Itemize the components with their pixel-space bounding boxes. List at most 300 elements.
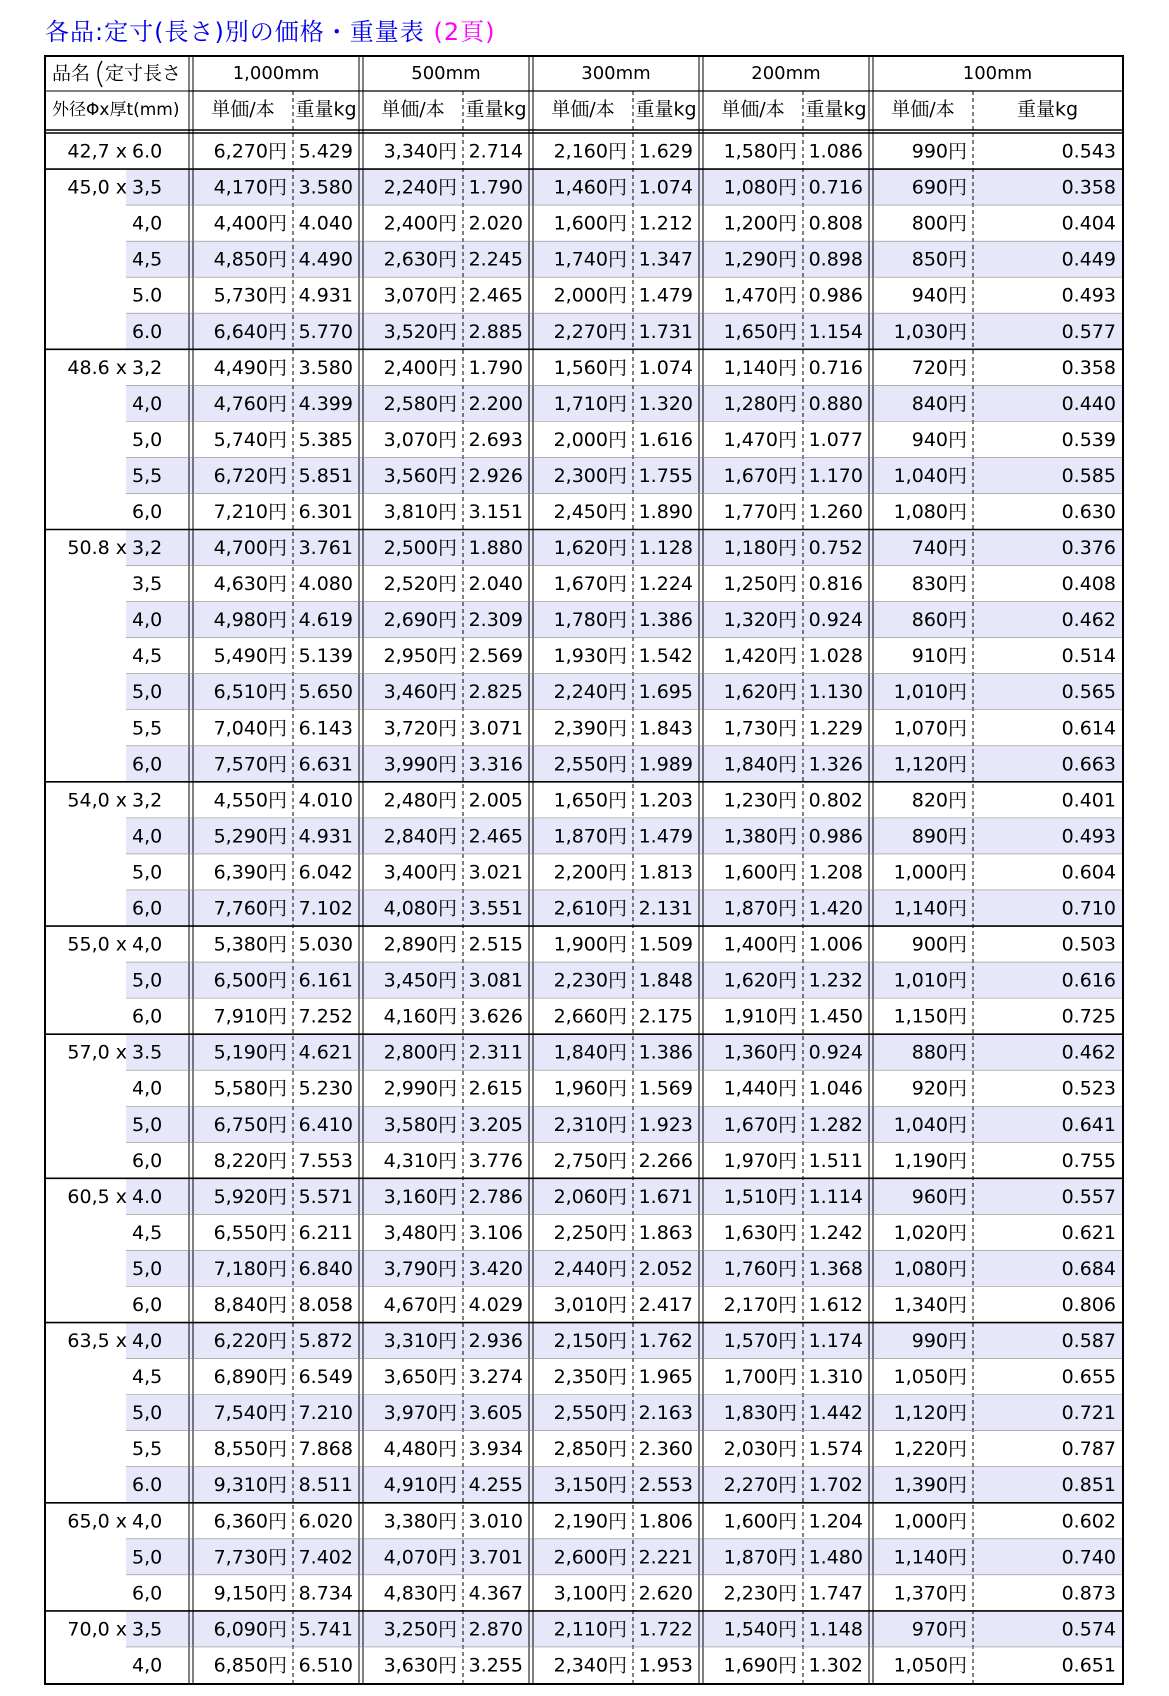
weight-cell: 0.651 (1061, 1654, 1116, 1677)
outer-diameter: 65,0 x (67, 1510, 127, 1533)
price-cell: 5,740円 (213, 428, 287, 451)
weight-cell: 1.310 (808, 1366, 863, 1389)
weight-cell: 1.953 (638, 1654, 693, 1677)
price-cell: 2,300円 (553, 464, 627, 487)
weight-cell: 8.511 (298, 1474, 353, 1497)
price-cell: 6,090円 (213, 1618, 287, 1641)
weight-cell: 0.493 (1061, 284, 1116, 307)
weight-cell: 1.154 (808, 320, 863, 343)
price-cell: 1,670円 (723, 1113, 797, 1136)
weight-cell: 1.203 (638, 789, 693, 812)
header-length-1: 500mm (411, 63, 481, 84)
price-cell: 7,210円 (213, 500, 287, 523)
weight-cell: 1.755 (638, 464, 693, 487)
price-cell: 2,630円 (383, 248, 457, 271)
price-cell: 1,510円 (723, 1185, 797, 1208)
header-size-label: 外径Φx厚t(mm) (52, 100, 180, 120)
weight-cell: 2.309 (468, 609, 523, 632)
weight-cell: 1.212 (638, 212, 693, 235)
thickness: 3,2 (132, 537, 163, 560)
weight-cell: 4.399 (298, 392, 353, 415)
weight-cell: 0.630 (1061, 500, 1116, 523)
weight-cell: 4.029 (468, 1294, 523, 1317)
price-cell: 3,450円 (383, 969, 457, 992)
price-cell: 1,390円 (893, 1474, 967, 1497)
weight-cell: 1.702 (808, 1474, 863, 1497)
weight-cell: 5.770 (298, 320, 353, 343)
price-cell: 3,160円 (383, 1185, 457, 1208)
price-cell: 2,840円 (383, 825, 457, 848)
price-cell: 1,870円 (723, 1546, 797, 1569)
price-cell: 4,160円 (383, 1005, 457, 1028)
weight-cell: 1.368 (808, 1257, 863, 1280)
weight-cell: 6.840 (298, 1257, 353, 1280)
price-cell: 9,310円 (213, 1474, 287, 1497)
weight-cell: 0.716 (808, 176, 863, 199)
price-cell: 6,850円 (213, 1654, 287, 1677)
weight-cell: 6.143 (298, 717, 353, 740)
weight-cell: 0.808 (808, 212, 863, 235)
price-cell: 2,160円 (553, 140, 627, 163)
weight-cell: 1.386 (638, 1041, 693, 1064)
thickness: 4,0 (132, 1077, 163, 1100)
price-cell: 2,030円 (723, 1438, 797, 1461)
weight-cell: 1.074 (638, 356, 693, 379)
weight-cell: 7.402 (298, 1546, 353, 1569)
price-cell: 860円 (911, 609, 967, 632)
weight-cell: 3.934 (468, 1438, 523, 1461)
thickness: 6,0 (132, 1149, 163, 1172)
weight-cell: 0.539 (1061, 428, 1116, 451)
price-cell: 3,400円 (383, 861, 457, 884)
weight-cell: 1.442 (808, 1402, 863, 1425)
price-cell: 1,030円 (893, 320, 967, 343)
thickness: 5,5 (132, 717, 163, 740)
price-cell: 1,040円 (893, 464, 967, 487)
weight-cell: 5.139 (298, 645, 353, 668)
weight-cell: 0.851 (1061, 1474, 1116, 1497)
weight-cell: 1.965 (638, 1366, 693, 1389)
weight-cell: 2.266 (638, 1149, 693, 1172)
thickness: 6.0 (132, 140, 163, 163)
price-cell: 2,110円 (553, 1618, 627, 1641)
price-cell: 2,340円 (553, 1654, 627, 1677)
price-cell: 1,280円 (723, 392, 797, 415)
weight-cell: 1.086 (808, 140, 863, 163)
price-cell: 1,050円 (893, 1654, 967, 1677)
price-cell: 4,850円 (213, 248, 287, 271)
price-cell: 1,150円 (893, 1005, 967, 1028)
weight-cell: 1.174 (808, 1330, 863, 1353)
price-cell: 1,870円 (723, 897, 797, 920)
weight-cell: 5.741 (298, 1618, 353, 1641)
thickness: 6,0 (132, 897, 163, 920)
price-cell: 1,140円 (723, 356, 797, 379)
weight-cell: 4.490 (298, 248, 353, 271)
weight-cell: 0.616 (1061, 969, 1116, 992)
weight-cell: 1.479 (638, 825, 693, 848)
thickness: 4,5 (132, 1366, 163, 1389)
weight-cell: 5.872 (298, 1330, 353, 1353)
price-cell: 1,730円 (723, 717, 797, 740)
price-cell: 8,220円 (213, 1149, 287, 1172)
weight-cell: 6.042 (298, 861, 353, 884)
weight-cell: 0.816 (808, 573, 863, 596)
price-cell: 3,480円 (383, 1221, 457, 1244)
price-cell: 5,920円 (213, 1185, 287, 1208)
price-cell: 2,580円 (383, 392, 457, 415)
price-cell: 1,360円 (723, 1041, 797, 1064)
weight-cell: 3.626 (468, 1005, 523, 1028)
weight-cell: 1.114 (808, 1185, 863, 1208)
weight-cell: 2.515 (468, 933, 523, 956)
price-cell: 1,070円 (893, 717, 967, 740)
price-cell: 2,190円 (553, 1510, 627, 1533)
price-cell: 900円 (911, 933, 967, 956)
weight-cell: 0.462 (1061, 609, 1116, 632)
outer-diameter: 60,5 x (67, 1185, 127, 1208)
header-item-label: 品名 (52, 62, 91, 85)
price-cell: 1,180円 (723, 537, 797, 560)
weight-cell: 7.868 (298, 1438, 353, 1461)
price-cell: 940円 (911, 284, 967, 307)
weight-cell: 1.480 (808, 1546, 863, 1569)
price-cell: 2,550円 (553, 753, 627, 776)
price-cell: 1,540円 (723, 1618, 797, 1641)
price-cell: 1,400円 (723, 933, 797, 956)
price-cell: 7,730円 (213, 1546, 287, 1569)
price-cell: 1,050円 (893, 1366, 967, 1389)
price-cell: 2,240円 (383, 176, 457, 199)
weight-cell: 2.052 (638, 1257, 693, 1280)
weight-cell: 3.776 (468, 1149, 523, 1172)
weight-cell: 0.898 (808, 248, 863, 271)
weight-cell: 2.936 (468, 1330, 523, 1353)
price-cell: 6,270円 (213, 140, 287, 163)
price-cell: 1,700円 (723, 1366, 797, 1389)
weight-cell: 3.151 (468, 500, 523, 523)
weight-cell: 3.701 (468, 1546, 523, 1569)
price-cell: 3,100円 (553, 1582, 627, 1605)
weight-cell: 1.074 (638, 176, 693, 199)
price-cell: 4,980円 (213, 609, 287, 632)
header-weight-label: 重量kg (805, 98, 867, 121)
thickness: 4,0 (132, 392, 163, 415)
weight-cell: 0.577 (1061, 320, 1116, 343)
weight-cell: 1.347 (638, 248, 693, 271)
thickness: 4,0 (132, 825, 163, 848)
price-cell: 3,070円 (383, 284, 457, 307)
price-cell: 1,690円 (723, 1654, 797, 1677)
price-cell: 1,840円 (553, 1041, 627, 1064)
weight-cell: 0.574 (1061, 1618, 1116, 1641)
weight-cell: 1.989 (638, 753, 693, 776)
price-cell: 1,870円 (553, 825, 627, 848)
weight-cell: 0.924 (808, 1041, 863, 1064)
weight-cell: 1.848 (638, 969, 693, 992)
weight-cell: 1.722 (638, 1618, 693, 1641)
weight-cell: 5.571 (298, 1185, 353, 1208)
weight-cell: 4.080 (298, 573, 353, 596)
price-cell: 970円 (911, 1618, 967, 1641)
weight-cell: 5.650 (298, 681, 353, 704)
price-cell: 1,840円 (723, 753, 797, 776)
price-cell: 2,950円 (383, 645, 457, 668)
weight-cell: 0.752 (808, 537, 863, 560)
weight-cell: 0.404 (1061, 212, 1116, 235)
price-cell: 3,790円 (383, 1257, 457, 1280)
price-cell: 1,770円 (723, 500, 797, 523)
weight-cell: 7.252 (298, 1005, 353, 1028)
price-cell: 800円 (911, 212, 967, 235)
thickness: 6,0 (132, 500, 163, 523)
weight-cell: 3.021 (468, 861, 523, 884)
price-cell: 7,570円 (213, 753, 287, 776)
price-cell: 4,630円 (213, 573, 287, 596)
thickness: 6,0 (132, 1005, 163, 1028)
weight-cell: 0.621 (1061, 1221, 1116, 1244)
header-price-label: 単価/本 (891, 98, 955, 121)
weight-cell: 1.509 (638, 933, 693, 956)
thickness: 4,0 (132, 1654, 163, 1677)
weight-cell: 5.230 (298, 1077, 353, 1100)
price-cell: 6,360円 (213, 1510, 287, 1533)
weight-cell: 0.462 (1061, 1041, 1116, 1064)
price-cell: 1,580円 (723, 140, 797, 163)
price-cell: 6,220円 (213, 1330, 287, 1353)
price-cell: 5,580円 (213, 1077, 287, 1100)
thickness: 5.0 (132, 284, 163, 307)
price-cell: 1,570円 (723, 1330, 797, 1353)
outer-diameter: 57,0 x (67, 1041, 127, 1064)
price-cell: 1,200円 (723, 212, 797, 235)
header-length-3: 200mm (751, 63, 821, 84)
weight-cell: 2.360 (638, 1438, 693, 1461)
price-cell: 1,140円 (893, 897, 967, 920)
price-cell: 840円 (911, 392, 967, 415)
weight-cell: 2.885 (468, 320, 523, 343)
thickness: 5,0 (132, 861, 163, 884)
weight-cell: 0.614 (1061, 717, 1116, 740)
weight-cell: 0.376 (1061, 537, 1116, 560)
price-cell: 1,080円 (723, 176, 797, 199)
weight-cell: 6.020 (298, 1510, 353, 1533)
price-cell: 3,250円 (383, 1618, 457, 1641)
weight-cell: 6.211 (298, 1221, 353, 1244)
weight-cell: 4.931 (298, 284, 353, 307)
price-cell: 1,600円 (723, 1510, 797, 1533)
weight-cell: 2.175 (638, 1005, 693, 1028)
price-cell: 1,020円 (893, 1221, 967, 1244)
price-cell: 1,140円 (893, 1546, 967, 1569)
thickness: 5,0 (132, 681, 163, 704)
weight-cell: 1.479 (638, 284, 693, 307)
weight-cell: 4.931 (298, 825, 353, 848)
price-cell: 940円 (911, 428, 967, 451)
price-cell: 2,390円 (553, 717, 627, 740)
thickness: 4,0 (132, 933, 163, 956)
weight-cell: 1.790 (468, 356, 523, 379)
price-cell: 1,250円 (723, 573, 797, 596)
weight-cell: 1.843 (638, 717, 693, 740)
weight-cell: 2.245 (468, 248, 523, 271)
thickness: 5,5 (132, 1438, 163, 1461)
price-cell: 8,550円 (213, 1438, 287, 1461)
weight-cell: 1.320 (638, 392, 693, 415)
price-cell: 1,780円 (553, 609, 627, 632)
weight-cell: 6.161 (298, 969, 353, 992)
price-cell: 1,080円 (893, 500, 967, 523)
price-cell: 6,890円 (213, 1366, 287, 1389)
thickness: 5,0 (132, 1257, 163, 1280)
weight-cell: 3.081 (468, 969, 523, 992)
weight-cell: 1.224 (638, 573, 693, 596)
weight-cell: 1.790 (468, 176, 523, 199)
price-cell: 1,710円 (553, 392, 627, 415)
outer-diameter: 54,0 x (67, 789, 127, 812)
thickness: 4,5 (132, 645, 163, 668)
price-cell: 1,370円 (893, 1582, 967, 1605)
weight-cell: 2.825 (468, 681, 523, 704)
thickness: 3,2 (132, 789, 163, 812)
weight-cell: 1.242 (808, 1221, 863, 1244)
price-cell: 890円 (911, 825, 967, 848)
price-cell: 1,460円 (553, 176, 627, 199)
weight-cell: 2.311 (468, 1041, 523, 1064)
price-cell: 4,170円 (213, 176, 287, 199)
price-cell: 3,580円 (383, 1113, 457, 1136)
price-cell: 720円 (911, 356, 967, 379)
price-cell: 1,970円 (723, 1149, 797, 1172)
title-page-number: (2頁) (433, 18, 496, 46)
price-cell: 6,550円 (213, 1221, 287, 1244)
price-cell: 4,480円 (383, 1438, 457, 1461)
thickness: 5,0 (132, 1402, 163, 1425)
price-cell: 2,610円 (553, 897, 627, 920)
weight-cell: 1.890 (638, 500, 693, 523)
price-cell: 5,730円 (213, 284, 287, 307)
price-cell: 1,010円 (893, 969, 967, 992)
weight-cell: 2.005 (468, 789, 523, 812)
price-cell: 4,070円 (383, 1546, 457, 1569)
weight-cell: 0.543 (1061, 140, 1116, 163)
thickness: 6,0 (132, 1582, 163, 1605)
price-cell: 1,760円 (723, 1257, 797, 1280)
price-cell: 3,720円 (383, 717, 457, 740)
price-cell: 1,910円 (723, 1005, 797, 1028)
price-cell: 4,760円 (213, 392, 287, 415)
header-price-label: 単価/本 (211, 98, 275, 121)
weight-cell: 0.716 (808, 356, 863, 379)
header-bracket (98, 61, 102, 87)
weight-cell: 3.761 (298, 537, 353, 560)
price-cell: 2,150円 (553, 1330, 627, 1353)
price-cell: 6,510円 (213, 681, 287, 704)
price-cell: 6,390円 (213, 861, 287, 884)
price-cell: 690円 (911, 176, 967, 199)
weight-cell: 0.449 (1061, 248, 1116, 271)
weight-cell: 0.587 (1061, 1330, 1116, 1353)
price-cell: 6,750円 (213, 1113, 287, 1136)
weight-cell: 3.316 (468, 753, 523, 776)
weight-cell: 1.232 (808, 969, 863, 992)
outer-diameter: 45,0 x (67, 176, 127, 199)
weight-cell: 0.514 (1061, 645, 1116, 668)
price-cell: 1,670円 (723, 464, 797, 487)
price-cell: 2,170円 (723, 1294, 797, 1317)
weight-cell: 0.358 (1061, 356, 1116, 379)
weight-cell: 0.523 (1061, 1077, 1116, 1100)
weight-cell: 1.326 (808, 753, 863, 776)
thickness: 6,0 (132, 753, 163, 776)
price-cell: 1,000円 (893, 861, 967, 884)
weight-cell: 1.863 (638, 1221, 693, 1244)
weight-cell: 0.787 (1061, 1438, 1116, 1461)
weight-cell: 1.806 (638, 1510, 693, 1533)
price-cell: 2,660円 (553, 1005, 627, 1028)
weight-cell: 4.040 (298, 212, 353, 235)
weight-cell: 2.714 (468, 140, 523, 163)
table-grid (46, 57, 1122, 1683)
price-cell: 2,500円 (383, 537, 457, 560)
price-cell: 2,690円 (383, 609, 457, 632)
thickness: 6.0 (132, 1474, 163, 1497)
outer-diameter: 63,5 x (67, 1330, 127, 1353)
price-cell: 4,910円 (383, 1474, 457, 1497)
weight-cell: 5.030 (298, 933, 353, 956)
outer-diameter: 50.8 x (67, 537, 127, 560)
weight-cell: 1.629 (638, 140, 693, 163)
price-cell: 1,620円 (723, 681, 797, 704)
page-title (45, 12, 495, 47)
thickness: 5,5 (132, 464, 163, 487)
price-cell: 7,910円 (213, 1005, 287, 1028)
price-cell: 1,930円 (553, 645, 627, 668)
weight-cell: 0.710 (1061, 897, 1116, 920)
weight-cell: 1.569 (638, 1077, 693, 1100)
price-cell: 2,310円 (553, 1113, 627, 1136)
price-cell: 1,830円 (723, 1402, 797, 1425)
price-cell: 1,010円 (893, 681, 967, 704)
weight-cell: 3.205 (468, 1113, 523, 1136)
thickness: 3,5 (132, 1618, 163, 1641)
price-cell: 820円 (911, 789, 967, 812)
price-cell: 2,270円 (553, 320, 627, 343)
weight-cell: 0.585 (1061, 464, 1116, 487)
price-cell: 6,720円 (213, 464, 287, 487)
price-cell: 3,990円 (383, 753, 457, 776)
price-cell: 8,840円 (213, 1294, 287, 1317)
weight-cell: 1.170 (808, 464, 863, 487)
price-cell: 4,700円 (213, 537, 287, 560)
price-cell: 6,500円 (213, 969, 287, 992)
outer-diameter: 55,0 x (67, 933, 127, 956)
price-cell: 1,670円 (553, 573, 627, 596)
price-cell: 2,550円 (553, 1402, 627, 1425)
weight-cell: 2.163 (638, 1402, 693, 1425)
price-cell: 1,000円 (893, 1510, 967, 1533)
price-cell: 7,540円 (213, 1402, 287, 1425)
price-cell: 740円 (911, 537, 967, 560)
price-cell: 2,750円 (553, 1149, 627, 1172)
weight-cell: 1.130 (808, 681, 863, 704)
weight-cell: 1.386 (638, 609, 693, 632)
price-cell: 1,230円 (723, 789, 797, 812)
price-cell: 1,560円 (553, 356, 627, 379)
weight-cell: 2.870 (468, 1618, 523, 1641)
price-cell: 5,380円 (213, 933, 287, 956)
weight-cell: 5.385 (298, 428, 353, 451)
